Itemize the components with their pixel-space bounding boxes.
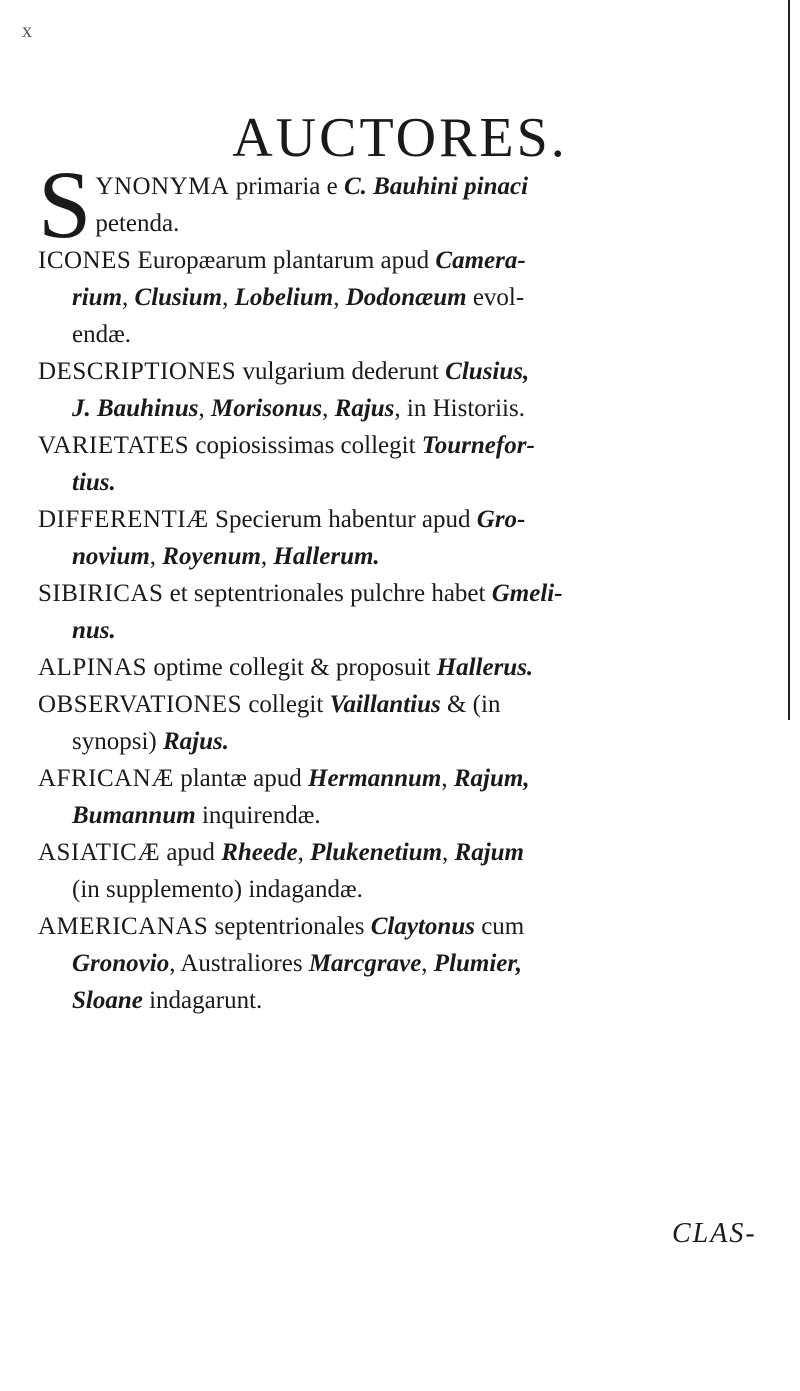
author-name: C. Bauhini pinaci — [343, 173, 529, 200]
entry-line — [38, 649, 798, 686]
author-name: Dodonæum — [345, 284, 467, 311]
entry-heading: AMERICANAS — [38, 913, 209, 940]
entry — [38, 834, 798, 908]
entry-text: , — [322, 395, 335, 422]
entry-text: , — [442, 839, 455, 866]
entry-line — [38, 686, 798, 723]
entry-text: , — [122, 284, 135, 311]
entry-heading: YNONYMA — [95, 173, 230, 200]
author-name: Clusium — [134, 284, 223, 311]
author-name: Gmeli- — [491, 580, 563, 607]
entry-line — [38, 723, 798, 760]
entry-text: indagarunt. — [142, 987, 263, 1014]
entry-text: et septentrionales pulchre habet — [163, 580, 492, 607]
entry-heading: DIFFERENTIÆ — [38, 506, 209, 533]
drop-cap: S — [38, 151, 92, 258]
entry — [38, 686, 798, 760]
entry-text: , — [149, 543, 163, 570]
entry-line — [38, 760, 798, 797]
author-name: Sloane — [72, 987, 143, 1014]
entry-line — [38, 501, 798, 538]
entry-line — [38, 575, 798, 612]
entry-text: endæ. — [72, 321, 132, 348]
entry — [38, 151, 798, 258]
entry-text: petenda. — [95, 210, 180, 237]
entry-line — [38, 538, 798, 575]
entry-text: vulgarium dederunt — [236, 358, 446, 385]
author-name: Gro- — [476, 506, 526, 533]
entry-text: cum — [474, 913, 525, 940]
author-name: Camera- — [435, 247, 526, 274]
entry-line — [38, 279, 798, 316]
entry-text: , — [198, 395, 211, 422]
entry — [38, 575, 798, 649]
entry-line — [38, 427, 798, 464]
entry — [38, 649, 798, 686]
entry-line — [38, 168, 798, 205]
author-name: Rheede — [221, 839, 298, 866]
entry-line — [38, 242, 798, 279]
entry-text: plantæ apud — [173, 765, 308, 792]
entry-heading: AFRICANÆ — [38, 765, 174, 792]
entry-heading: ICONES — [38, 247, 132, 274]
entry-text: primaria e — [229, 173, 344, 200]
author-name: Hallerus. — [436, 654, 534, 681]
entry-text: optime collegit & proposuit — [147, 654, 437, 681]
author-name: Rajus — [334, 395, 395, 422]
entry-text: inquirendæ. — [195, 802, 321, 829]
author-name: novium — [72, 543, 150, 570]
author-name: Plukenetium — [310, 839, 443, 866]
entry-line — [38, 205, 798, 242]
author-name: Gronovio — [72, 950, 170, 977]
entry-heading: DESCRIPTIONES — [38, 358, 237, 385]
author-name: Hallerum. — [273, 543, 380, 570]
entry-text: , — [297, 839, 311, 866]
entries-list — [38, 151, 798, 1019]
entry-heading: OBSERVATIONES — [38, 691, 243, 718]
author-name: Rajus. — [162, 728, 229, 755]
author-name: rium — [72, 284, 123, 311]
entry-text: , — [441, 765, 454, 792]
author-name: Rajum, — [453, 765, 530, 792]
entry-text: Specierum habentur apud — [208, 506, 477, 533]
author-name: Hermannum — [308, 765, 442, 792]
catchword: CLAS- — [672, 1218, 757, 1249]
entry-line — [38, 797, 798, 834]
entry — [38, 242, 798, 353]
entry-text: , — [333, 284, 346, 311]
entry-heading: ALPINAS — [38, 654, 148, 681]
entry-line — [38, 390, 798, 427]
author-name: Royenum — [162, 543, 261, 570]
entry-text: Europæarum plantarum apud — [131, 247, 436, 274]
entry-text: evol- — [466, 284, 525, 311]
entry-text: (in supplemento) indagandæ. — [72, 876, 363, 903]
entry-line — [38, 908, 798, 945]
entry-text: apud — [160, 839, 222, 866]
entry-text: , — [222, 284, 235, 311]
entry — [38, 427, 798, 501]
author-name: Morisonus — [210, 395, 323, 422]
entry — [38, 353, 798, 427]
page-mark: x — [22, 20, 32, 42]
entry-line — [38, 316, 798, 353]
author-name: nus. — [72, 617, 116, 644]
author-name: Claytonus — [370, 913, 475, 940]
entry-heading: VARIETATES — [38, 432, 190, 459]
entry-text: collegit — [242, 691, 330, 718]
entry-line — [38, 945, 798, 982]
author-name: J. Bauhinus — [72, 395, 199, 422]
author-name: Vaillantius — [329, 691, 441, 718]
entry-line — [38, 353, 798, 390]
entry-line — [38, 982, 798, 1019]
entry — [38, 760, 798, 834]
entry — [38, 501, 798, 575]
entry-text: septentrionales — [208, 913, 371, 940]
entry-line — [38, 464, 798, 501]
entry-line — [38, 834, 798, 871]
entry-heading: SIBIRICAS — [38, 580, 164, 607]
page-title: AUCTORES. — [232, 106, 568, 169]
author-name: Tournefor- — [421, 432, 535, 459]
entry-text: , — [260, 543, 274, 570]
entry-text: , — [421, 950, 434, 977]
author-name: Clusius, — [445, 358, 530, 385]
entry-text: , in Historiis. — [394, 395, 525, 422]
entry-text: & (in — [440, 691, 501, 718]
author-name: Plumier, — [433, 950, 523, 977]
entry-text: synopsi) — [72, 728, 163, 755]
author-name: Rajum — [454, 839, 525, 866]
entry-heading: ASIATICÆ — [38, 839, 161, 866]
entry-text: copiosissimas collegit — [189, 432, 422, 459]
entry-line — [38, 871, 798, 908]
author-name: Bumannum — [72, 802, 196, 829]
author-name: Marcgrave — [308, 950, 422, 977]
entry — [38, 908, 798, 1019]
entry-text: , Australiores — [169, 950, 309, 977]
entry-line — [38, 612, 798, 649]
author-name: tius. — [72, 469, 116, 496]
author-name: Lobelium — [234, 284, 334, 311]
